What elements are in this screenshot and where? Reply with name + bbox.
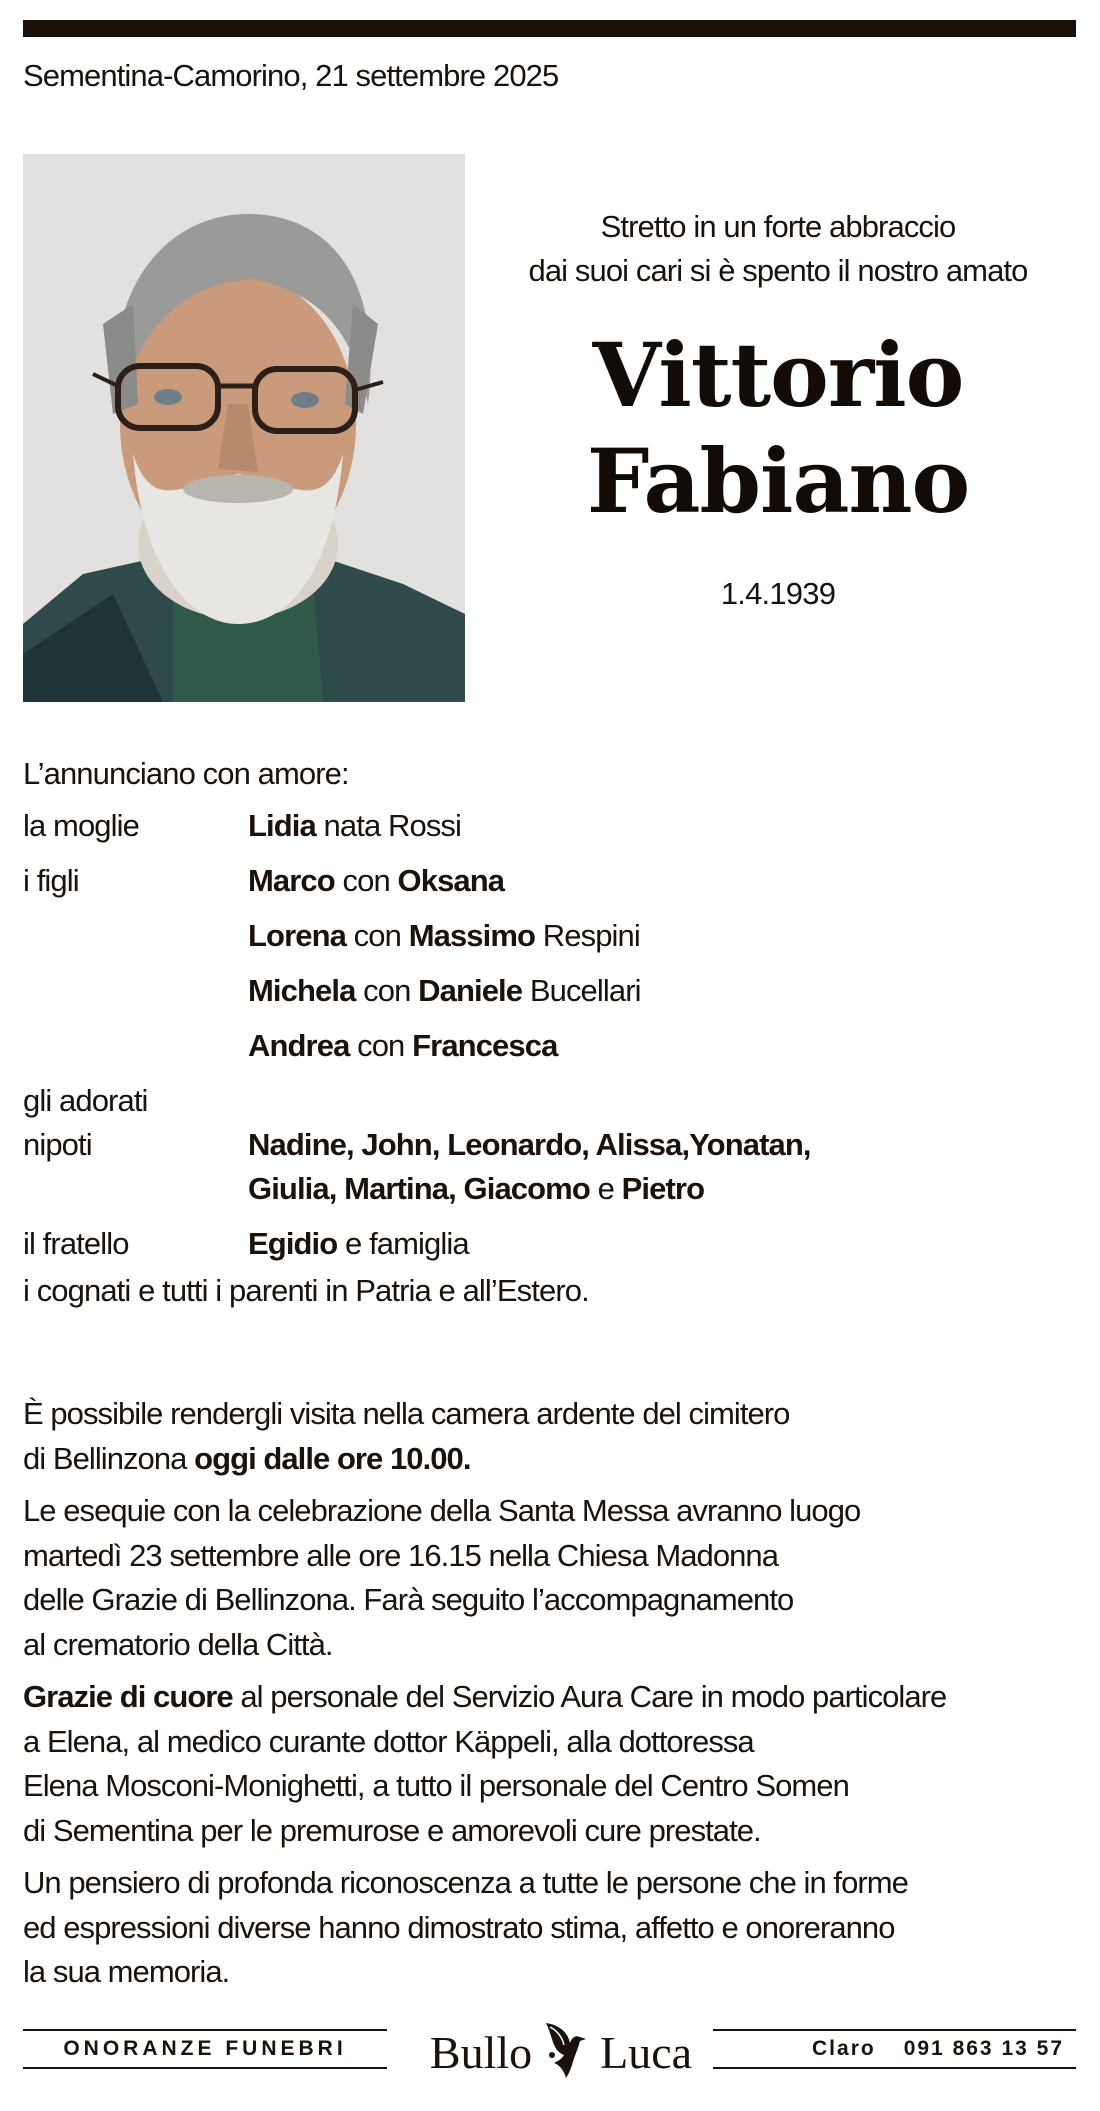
other-relatives: i cognati e tutti i parenti in Patria e all’Estero. [23, 1273, 589, 1308]
family-row-brother: il fratello Egidio e famiglia [23, 1222, 1076, 1269]
intro-line-2: dai suoi cari si è spento il nostro amato [528, 253, 1028, 288]
announce-heading: L’annunciano con amore: [23, 756, 349, 791]
family-row-children [23, 859, 1076, 1079]
footer-label-box [23, 2029, 387, 2069]
gratitude-paragraph: Un pensiero di profonda riconoscenza a tutte le persone che in forme ed espressioni diverse hanno dimostrato stima, affetto e onoreranno la sua memoria. [23, 1865, 908, 1989]
birth-date: 1.4.1939 [720, 576, 836, 611]
relation-label: la moglie [23, 808, 139, 843]
deceased-name [480, 322, 1076, 534]
footer-label: ONORANZE FUNEBRI [63, 2037, 347, 2060]
child-entry: Andrea con Francesca [248, 1028, 558, 1063]
family-row-grandchildren [23, 1123, 1076, 1211]
relation-label: il fratello [23, 1226, 129, 1261]
footer-phone: 091 863 13 57 [903, 2037, 1064, 2060]
top-rule [23, 20, 1076, 37]
family-row-grandchildren-label [23, 1079, 1076, 1123]
family-list [23, 752, 1076, 1313]
place-date: Sementina-Camorino, 21 settembre 2025 [23, 58, 559, 93]
dove-icon [542, 2021, 592, 2079]
headline [480, 205, 1076, 612]
grandchildren-line-2: Giulia, Martina, Giacomo e Pietro [248, 1171, 705, 1206]
logo-left-text: Bullo [429, 2027, 533, 2078]
footer-contact-box [713, 2029, 1076, 2069]
footer-city: Claro [812, 2037, 876, 2060]
first-name: Vittorio [592, 323, 964, 427]
portrait-photo [23, 154, 465, 702]
last-name: Fabiano [586, 429, 970, 533]
notice-body [23, 1392, 1083, 2003]
funeral-paragraph: Le esequie con la celebrazione della Santa Messa avranno luogo martedì 23 settembre alle ore 16.15 nella Chiesa Madonna delle Grazie di Bellinzona. Farà seguito l’accompagnamento al crematorio della Città. [23, 1493, 861, 1662]
funeral-home-logo [406, 2015, 716, 2079]
relation-label: i figli [23, 863, 79, 898]
family-row-wife: la moglie Lidia nata Rossi [23, 804, 1076, 859]
brother-name: Egidio [248, 1226, 338, 1261]
child-entry: Michela con Daniele Bucellari [248, 973, 641, 1008]
thanks-paragraph: Grazie di cuore al personale del Servizio Aura Care in modo particolare a Elena, al medico curante dottor Käppeli, alla dottoressa Elena Mosconi-Monighetti, a tutto il personale del Centro Somen di Sementina per le premurose e amorevoli cure prestate. [23, 1679, 947, 1848]
grandchildren-line-1: Nadine, John, Leonardo, Alissa,Yonatan, [248, 1127, 811, 1162]
portrait-image-icon [23, 154, 465, 702]
child-entry: Lorena con Massimo Respini [248, 918, 640, 953]
child-entry: Marco con Oksana [248, 863, 505, 898]
wife-name: Lidia [248, 808, 316, 843]
relation-label: nipoti [23, 1127, 92, 1162]
relation-label: gli adorati [23, 1083, 148, 1118]
logo-right-text: Luca [600, 2027, 693, 2078]
funeral-home-footer [23, 2027, 1076, 2078]
visit-paragraph: È possibile rendergli visita nella camera ardente del cimitero di Bellinzona oggi dalle ore 10.00. [23, 1396, 790, 1476]
intro-line-1: Stretto in un forte abbraccio [600, 209, 956, 244]
